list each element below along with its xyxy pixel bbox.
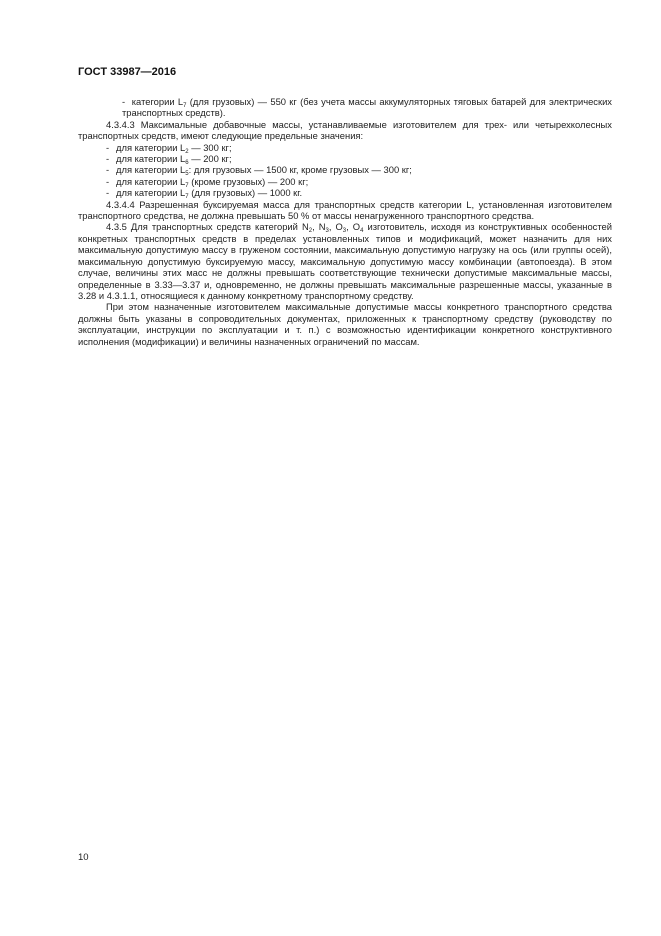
- item-text: (для грузовых) — 550 кг (без учета массы аккумуляторных тяговых батарей для электрических транспортных средств).: [122, 96, 612, 119]
- item-text: : для грузовых — 1500 кг, кроме грузовых — 300 кг;: [188, 164, 412, 176]
- separator: ,: [328, 221, 336, 233]
- paragraph-final: При этом назначенные изготовителем максимальные допустимые массы конкретного транспортного средства должны быть указаны в сопроводительных документах, приложенных к транспортному средству (руководству по эксплуатации, инструкции по эксплуатации и т. п.) с возможностью идентификации конкретного конструктивного исполнения (модификации) и величины назначенных ограничений по массам.: [78, 301, 612, 347]
- list-dash: -: [106, 164, 110, 176]
- category-subscript: 2: [308, 228, 313, 235]
- category-label: категории L: [131, 96, 184, 107]
- category-subscript: 5: [185, 171, 189, 178]
- list-item: [78, 164, 612, 178]
- list-item: [78, 142, 612, 153]
- category-label: N: [301, 221, 309, 233]
- paragraph-rest: изготовитель, исходя из конструктивных особенностей конкретных транспортных средств в пределах установленных типов и модификаций, может назначить для них максимальную допустимую массу в груженом состоянии, максимальную допустимую нагрузку на ось (или группы осей), максимальную допустимую буксируемую массу, максимальную допустимую массу комбинации (автопоезда). В этом случае, величины этих масс не должны превышать соответствующие технически допустимые максимальные массы, определенные в 3.33—3.37 и, одновременно, не должны превышать максимальные разрешенные массы, указанные в 3.28 и 4.3.1.1, относящиеся к данному конкретному транспортному средству.: [78, 221, 612, 301]
- category-subscript: 3: [325, 228, 329, 235]
- paragraph-4-3-4-3: 4.3.4.3 Максимальные добавочные массы, устанавливаемые изготовителем для трех- или четырехколесных транспортных средств, имеют следующие предельные значения:: [78, 118, 612, 142]
- category-label: для категории L: [116, 175, 186, 187]
- list-dash: -: [106, 141, 110, 153]
- category-subscript: 3: [342, 228, 347, 235]
- list-item: [78, 153, 612, 167]
- category-subscript: 4: [360, 228, 364, 235]
- separator: ,: [346, 221, 353, 233]
- category-label: для категории L: [116, 164, 186, 176]
- list-dash: -: [122, 96, 126, 107]
- list-item: [78, 187, 612, 201]
- category-subscript: 2: [185, 148, 189, 155]
- document-body: [78, 96, 612, 347]
- category-label: N: [318, 221, 326, 233]
- paragraph-lead: 4.3.5 Для транспортных средств категорий: [106, 221, 302, 233]
- paragraph-4-3-5: [78, 221, 612, 301]
- list-dash: -: [106, 187, 110, 199]
- item-text: — 200 кг;: [188, 153, 232, 165]
- category-subscript: 7: [185, 194, 189, 201]
- list-dash: -: [106, 153, 110, 165]
- category-label: для категории L: [116, 153, 186, 165]
- item-text: (кроме грузовых) — 200 кг;: [188, 175, 309, 187]
- category-subscript: 7: [183, 103, 187, 109]
- item-text: — 300 кг;: [188, 141, 232, 153]
- paragraph-4-3-4-4: 4.3.4.4 Разрешенная буксируемая масса для транспортных средств категории L, установленная изготовителем транспортного средства, не должна превышать 50 % от массы ненагруженного транспортного средства.: [78, 198, 612, 222]
- list-dash: -: [106, 175, 110, 187]
- category-label: для категории L: [116, 187, 186, 199]
- category-label: O: [335, 221, 343, 233]
- list-item: [78, 176, 612, 187]
- item-text: (для грузовых) — 1000 кг.: [188, 187, 303, 199]
- limits-list: [78, 142, 612, 199]
- page-number: 10: [78, 852, 89, 863]
- category-label: O: [352, 221, 361, 233]
- category-label: для категории L: [116, 141, 186, 153]
- category-subscript: 7: [185, 182, 189, 189]
- document-header: ГОСТ 33987—2016: [78, 66, 177, 78]
- list-item-l7-cargo-battery: [78, 96, 612, 119]
- separator: ,: [312, 221, 319, 233]
- category-subscript: 6: [185, 160, 189, 167]
